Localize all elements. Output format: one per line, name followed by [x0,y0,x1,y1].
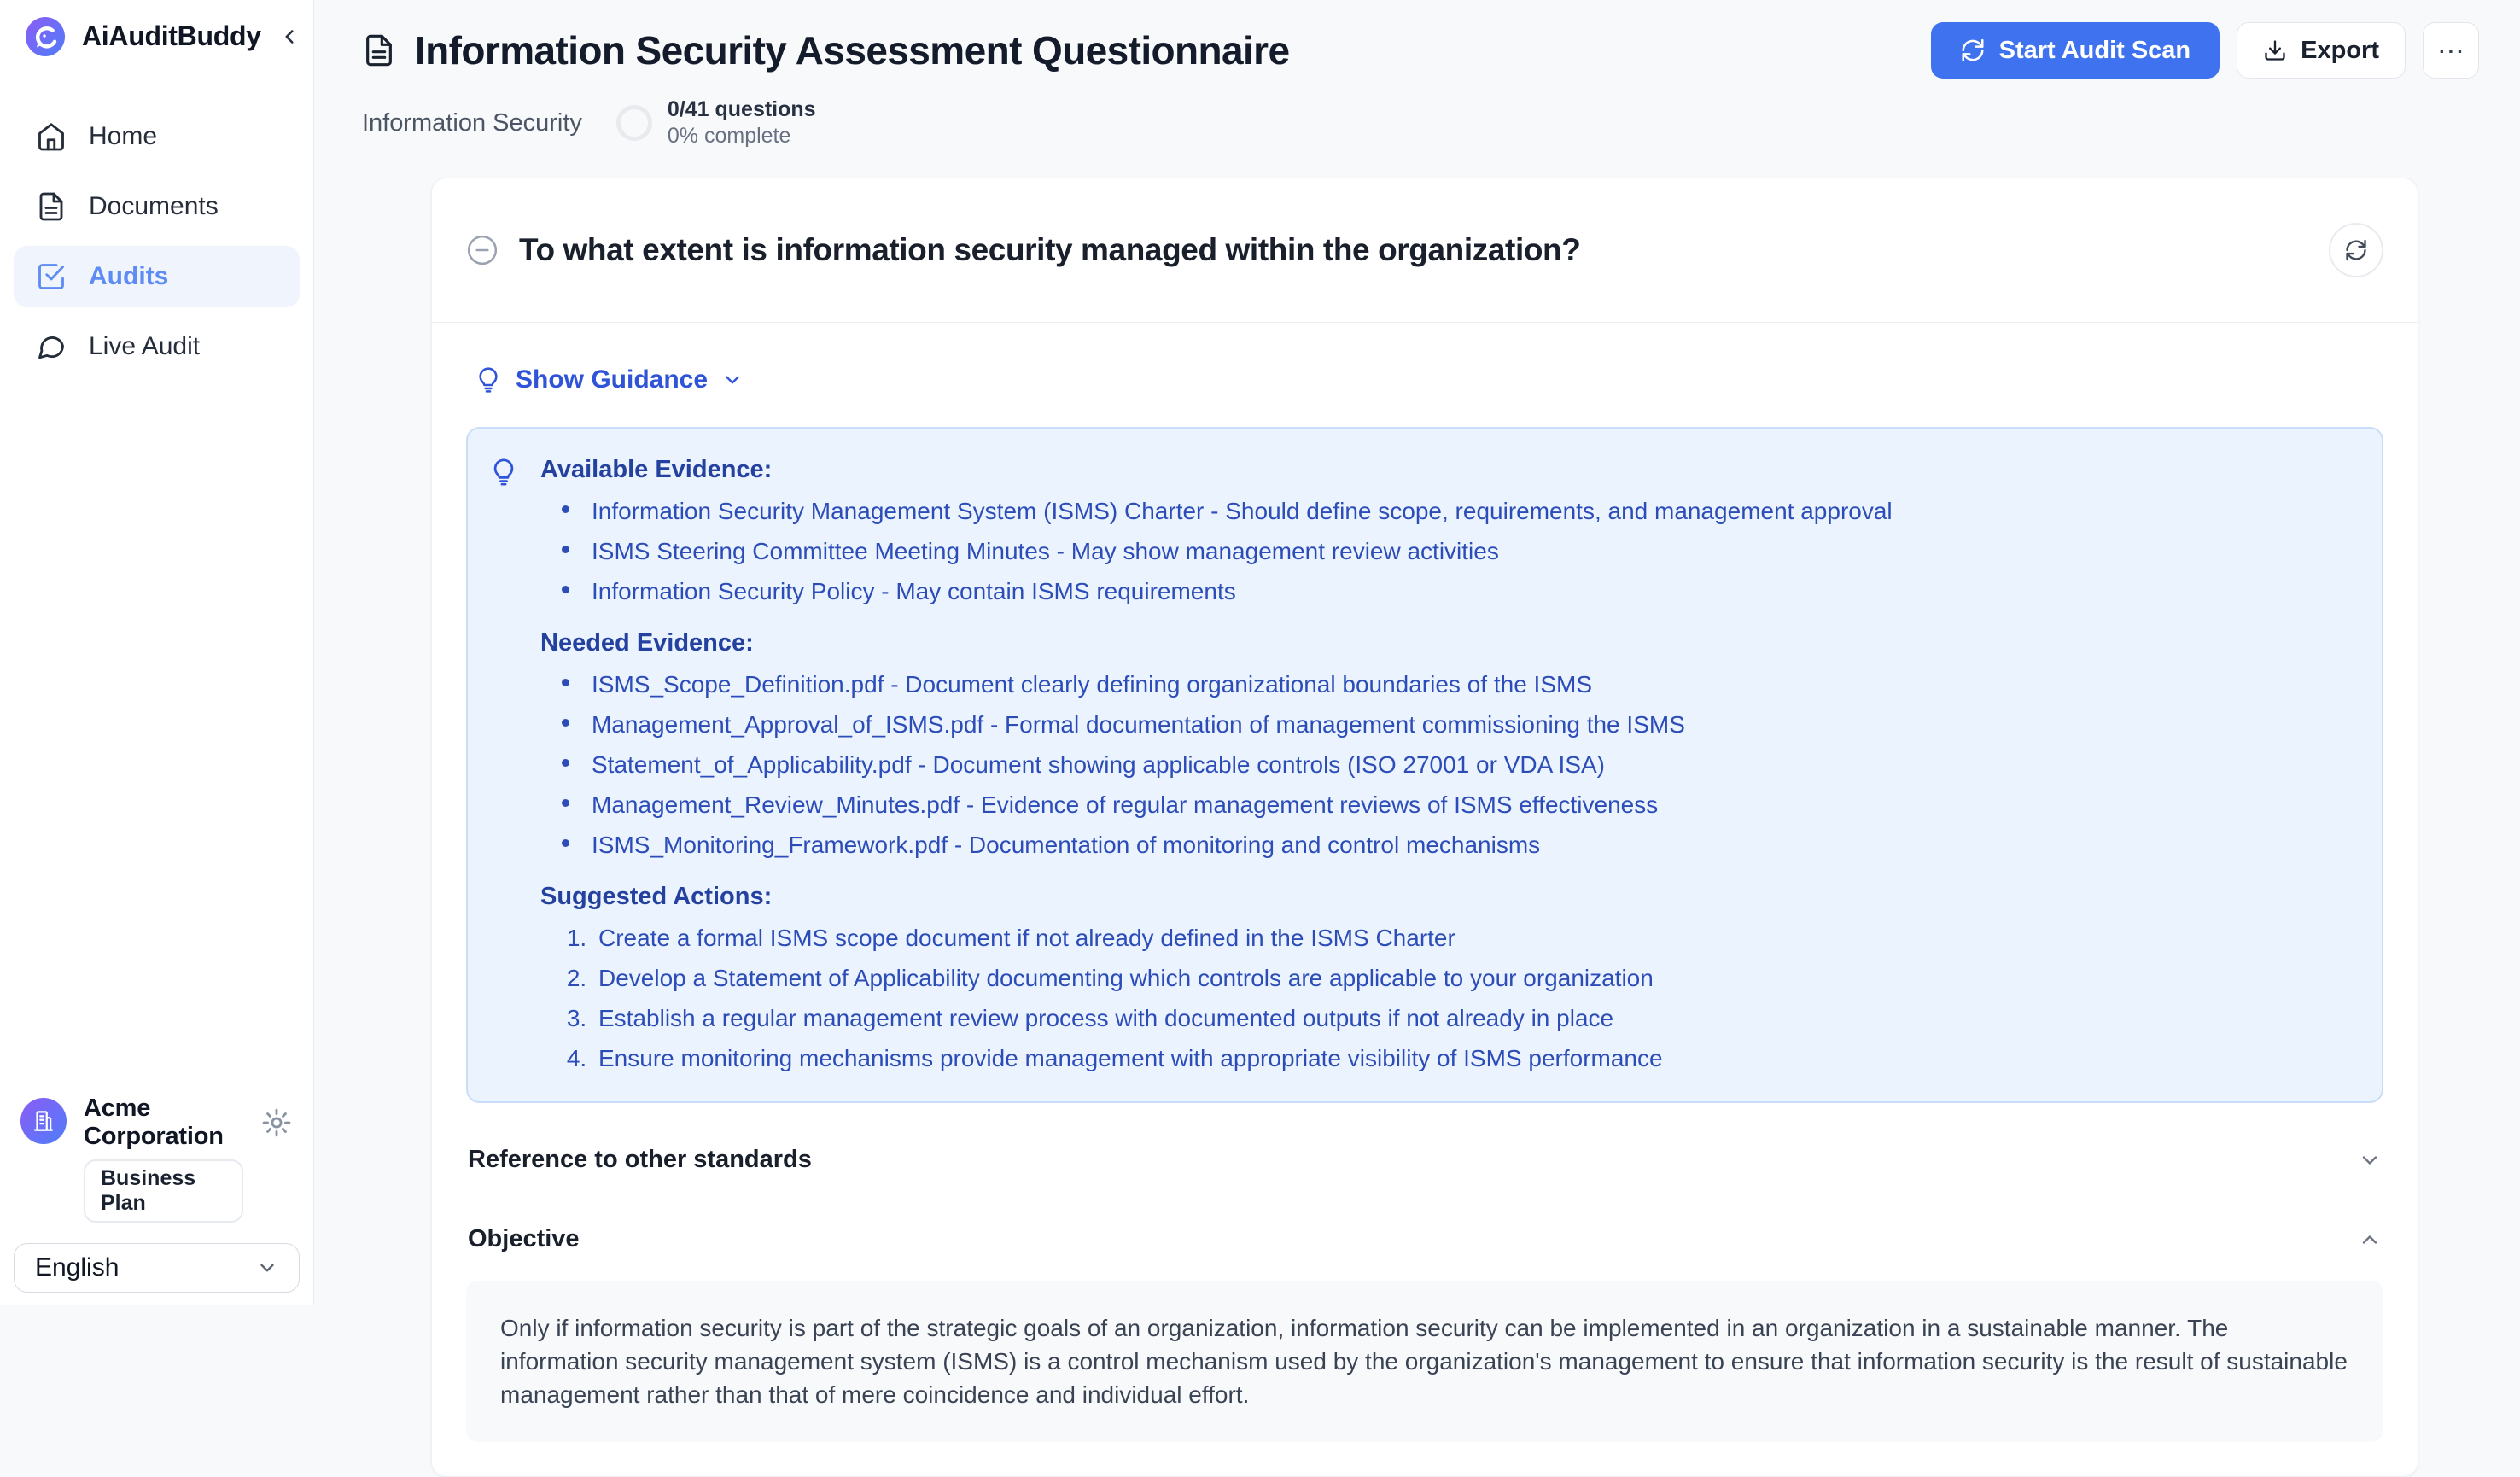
export-label: Export [2301,36,2379,64]
app-logo-icon [26,17,65,56]
sidebar-item-live-audit[interactable] [14,316,300,377]
needed-evidence-heading: Needed Evidence: [540,629,754,657]
org-name: Acme Corporation [84,1095,224,1150]
page-title: Information Security Assessment Questionnaire [415,28,1290,73]
list-item: Management_Review_Minutes.pdf - Evidence of regular management reviews of ISMS effectiveness [540,791,2351,819]
objective-box [466,1281,2383,1442]
check-square-icon [36,261,67,292]
sidebar-item-documents[interactable] [14,176,300,237]
list-item: Information Security Management System (ISMS) Charter - Should define scope, requirements, and management approval [540,498,2351,525]
refresh-icon [1960,38,1986,63]
needed-evidence-list [540,671,2351,859]
list-item: Management_Approval_of_ISMS.pdf - Formal documentation of management commissioning the ISMS [540,711,2351,738]
list-item: 2. Develop a Statement of Applicability documenting which controls are applicable to your organization [593,965,2351,992]
bullet-icon [562,759,569,767]
page-header [314,0,2520,149]
list-item: Information Security Policy - May contain ISMS requirements [540,578,2351,605]
lightbulb-icon [489,458,518,487]
bullet-icon [562,546,569,553]
list-item: 3. Establish a regular management review process with documented outputs if not already in place [593,1005,2351,1032]
gear-icon[interactable] [260,1106,293,1139]
language-select[interactable] [14,1243,300,1293]
plan-badge: Business Plan [84,1159,243,1223]
collapse-question-icon[interactable] [466,234,499,266]
reference-standards-section[interactable] [466,1137,2383,1182]
list-item: 1. Create a formal ISMS scope document if not already defined in the ISMS Charter [593,925,2351,952]
chevron-left-icon [278,26,300,48]
start-audit-scan-label: Start Audit Scan [1998,36,2191,64]
suggested-actions-heading: Suggested Actions: [540,883,773,910]
chevron-down-icon [721,369,744,391]
sidebar-item-label: Documents [89,192,219,220]
objective-text: Only if information security is part of the strategic goals of an organization, information security can be implemented in an organization in a sustainable manner. The information security management system (ISMS) is a control mechanism used by the organization's management to ensure that information security is the result of sustainable management rather than that of mere coincidence and individual effort. [500,1315,2348,1408]
chat-bubble-icon [36,331,67,362]
list-item: ISMS_Scope_Definition.pdf - Document clearly defining organizational boundaries of the ISMS [540,671,2351,698]
show-guidance-toggle[interactable] [475,365,2383,394]
list-item: ISMS_Monitoring_Framework.pdf - Documentation of monitoring and control mechanisms [540,832,2351,859]
question-text: To what extent is information security managed within the organization? [519,232,1581,267]
guidance-panel [466,427,2383,1103]
document-icon [36,191,67,222]
list-item: 4. Ensure monitoring mechanisms provide management with appropriate visibility of ISMS performance [593,1045,2351,1072]
sidebar-item-label: Audits [89,262,169,290]
sidebar-collapse-button[interactable] [278,20,300,54]
export-button[interactable] [2237,22,2406,79]
chevron-down-icon [256,1257,278,1279]
refresh-icon [2344,238,2368,262]
sidebar [0,0,314,1305]
regenerate-question-button[interactable] [2329,223,2383,277]
download-icon [2263,38,2287,62]
reference-standards-title: Reference to other standards [468,1146,812,1173]
progress-ring [616,105,652,141]
progress-indicator [616,97,816,149]
bullet-icon [562,799,569,807]
list-item: Statement_of_Applicability.pdf - Document showing applicable controls (ISO 27001 or VDA ISA) [540,751,2351,779]
org-avatar [20,1098,67,1144]
objective-title: Objective [468,1225,580,1252]
chevron-down-icon [2358,1148,2382,1172]
available-evidence-list [540,498,2351,605]
show-guidance-label: Show Guidance [516,365,709,394]
progress-questions: 0/41 questions [667,97,816,121]
language-selected: English [35,1253,120,1281]
bullet-icon [562,679,569,686]
sidebar-nav [0,73,313,377]
more-options-button[interactable]: ⋯ [2423,22,2479,79]
objective-section[interactable] [466,1217,2383,1262]
question-card [431,178,2418,1477]
bullet-icon [562,586,569,593]
start-audit-scan-button[interactable] [1931,22,2220,79]
progress-percent: 0% complete [667,124,791,148]
bullet-icon [562,839,569,847]
sidebar-item-label: Live Audit [89,332,201,360]
chevron-up-icon [2358,1228,2382,1252]
org-block [0,1095,313,1223]
questionnaire-icon [362,33,396,67]
org-meta [84,1095,243,1223]
sidebar-item-home[interactable] [14,106,300,167]
building-icon [31,1108,56,1134]
main-content [314,0,2520,1408]
app-title: AiAuditBuddy [82,20,261,51]
lightbulb-icon [475,366,502,394]
bullet-icon [562,719,569,727]
home-icon [36,121,67,152]
sidebar-item-label: Home [89,122,158,150]
header-actions [1931,22,2479,79]
list-item: ISMS Steering Committee Meeting Minutes - May show management review activities [540,538,2351,565]
brand-row [0,0,313,73]
bullet-icon [562,505,569,513]
sidebar-item-audits[interactable] [14,246,300,307]
suggested-actions-list [540,925,2351,1072]
category-label: Information Security [362,108,582,137]
available-evidence-heading: Available Evidence: [540,456,773,483]
